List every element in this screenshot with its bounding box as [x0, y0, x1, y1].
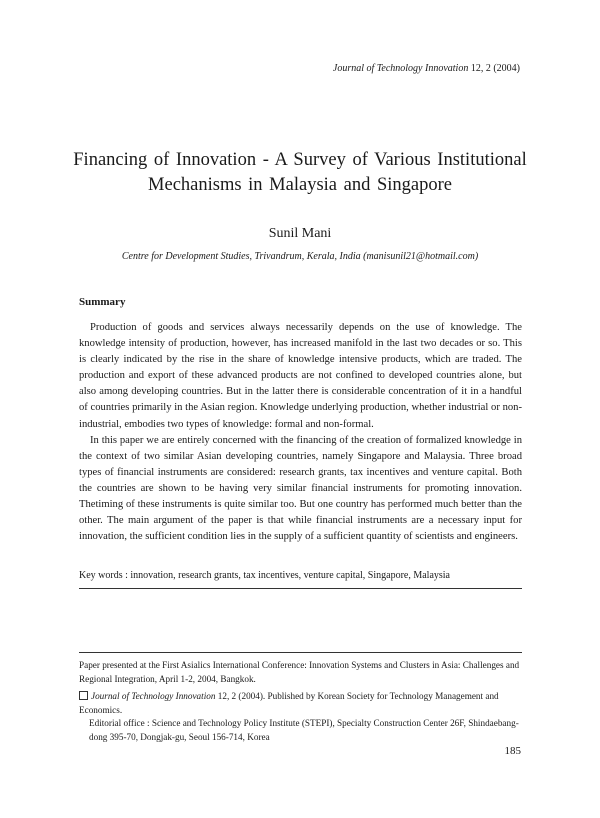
summary-heading: Summary: [79, 296, 126, 308]
paper-title: Financing of Innovation - A Survey of Various Institutional Mechanisms in Malaysia and Singapore: [73, 150, 527, 195]
author-affiliation: Centre for Development Studies, Trivandrum, Kerala, India (manisunil21@hotmail.com): [121, 251, 479, 262]
footnote-presentation: Paper presented at the First Asialics International Conference: Innovation Systems and Clusters in Asia: Challenges and Regional Integration, April 1-2, 2004, Bangkok.: [79, 660, 520, 684]
journal-name: Journal of Technology Innovation: [332, 63, 469, 74]
page-number: 185: [504, 745, 521, 757]
footnote-publication-text: 12, 2 (2004). Published by Korean Society for Technology Management and Economics.: [79, 691, 499, 715]
author-name: Sunil Mani: [268, 226, 332, 241]
footnote-journal-name: Journal of Technology Innovation: [91, 691, 216, 701]
footnote-editorial-office: Editorial office : Science and Technology Policy Institute (STEPI), Specialty Construction Center 26F, Shindaebang-dong 395-70, Dongjak-gu, Seoul 156-714, Korea: [89, 718, 519, 742]
summary-paragraph: Production of goods and services always necessarily depends on the use of knowledge. The knowledge intensity of production, however, has increased manifold in the last two decades or so. This is clearly indicated by the rise in the share of knowledge intensive products, which are traded. The production and export of these advanced products are not confined to developed countries alone, but also among developing countries. But in the latter there is considerable concentration of it in a handful of countries primarily in the Asian region. Knowledge underlying production, whether industrial or non-industrial, embodies two types of knowledge: formal and non-formal.: [79, 322, 522, 430]
keywords-divider: [79, 588, 522, 589]
keywords: Key words : innovation, research grants, tax incentives, venture capital, Singapore, Malaysia: [79, 570, 450, 581]
running-header: [333, 63, 520, 74]
journal-volume: 12, 2 (2004): [470, 63, 520, 74]
summary-body: [79, 320, 522, 545]
footnote-publication: [79, 690, 522, 744]
footnote-divider: [79, 652, 522, 653]
checkbox-square-icon: [79, 691, 88, 700]
summary-paragraph: In this paper we are entirely concerned with the financing of the creation of formalized knowledge in the context of two similar Asian developing countries, namely Singapore and Malaysia. Three broad types of financial instruments are considered: research grants, tax incentives and venture capital. Both the countries are shown to be having very similar financial instruments for promoting innovation. Thetiming of these instruments is quite similar too. But one country has performed much better than the other. The main argument of the paper is that while financial instruments are a necessary input for innovation, the sufficient condition lies in the supply of a sufficient quantity of scientists and engineers.: [79, 434, 522, 543]
